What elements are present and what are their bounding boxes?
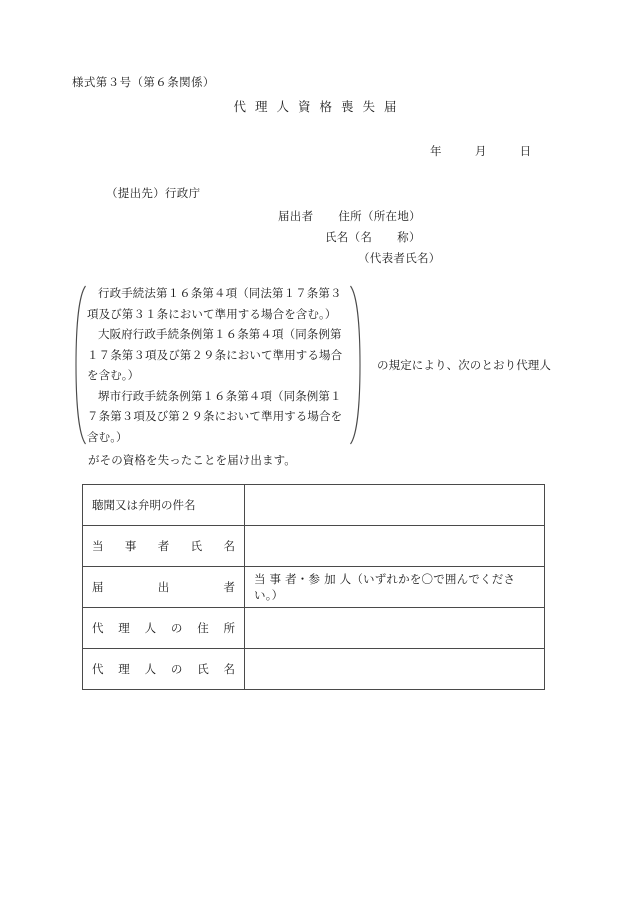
submitter-address-row [278,206,441,227]
date-day-label: 日 [519,144,532,158]
closing-statement: がその資格を失ったことを届け出ます。 [88,453,296,467]
entry-table [82,484,545,690]
submitter-representative-row [278,248,441,269]
legal-provisions-block [74,283,551,447]
row-value-cell[interactable] [245,485,545,526]
row-value-cell[interactable] [245,608,545,649]
table-row [83,608,545,649]
row-label-cell [83,485,245,526]
row-label-cell [83,526,245,567]
submitter-address-label: 住所（所在地） [338,209,421,223]
row-label: 聴聞又は弁明の件名 [92,498,196,512]
provisions-tail-text: の規定により、次のとおり代理人 [377,358,551,372]
form-number: 様式第３号（第６条関係） [72,75,215,89]
table-row [83,649,545,690]
destination-label: （提出先）行政庁 [106,186,201,200]
provisions-text [87,283,349,447]
submitter-name-label-right: 称） [397,230,421,244]
submitter-name-label-left: 氏名（名 [325,230,373,244]
submitter-block [278,206,441,269]
right-brace-icon [349,285,362,445]
provision-item: 堺市行政手続条例第１６条第４項（同条例第１７条第３項及び第２９条において準用する場合を含む。） [87,388,343,444]
representative-name-label: （代表者氏名） [358,251,441,265]
row-label-cell [83,649,245,690]
row-label: 届出者 [92,580,235,594]
submitter-name-row [278,227,441,248]
provision-item: 大阪府行政手続条例第１６条第４項（同条例第１７条第３項及び第２９条において準用する場合を含む。） [87,327,343,382]
row-label-cell [83,567,245,608]
provision-item: 行政手続法第１６条第４項（同法第１７条第３項及び第３１条において準用する場合を含む。） [87,286,342,321]
submitter-label: 届出者 [278,209,314,223]
row-label: 代理人の氏名 [92,662,235,676]
row-value-cell[interactable]: 当 事 者・参 加 人（いずれかを〇で囲んでください。） [245,567,545,608]
left-brace-icon [74,285,87,445]
date-line [430,143,531,159]
date-month-label: 月 [474,144,487,158]
row-label: 代理人の住所 [92,621,235,635]
table-row [83,526,545,567]
row-value-cell[interactable] [245,526,545,567]
row-label-cell [83,608,245,649]
table-row [83,567,545,608]
row-value-cell[interactable] [245,649,545,690]
row-label: 当事者氏名 [92,539,235,553]
date-year-label: 年 [430,144,442,158]
table-row [83,485,545,526]
page-title: 代理人資格喪失届 [233,99,406,114]
